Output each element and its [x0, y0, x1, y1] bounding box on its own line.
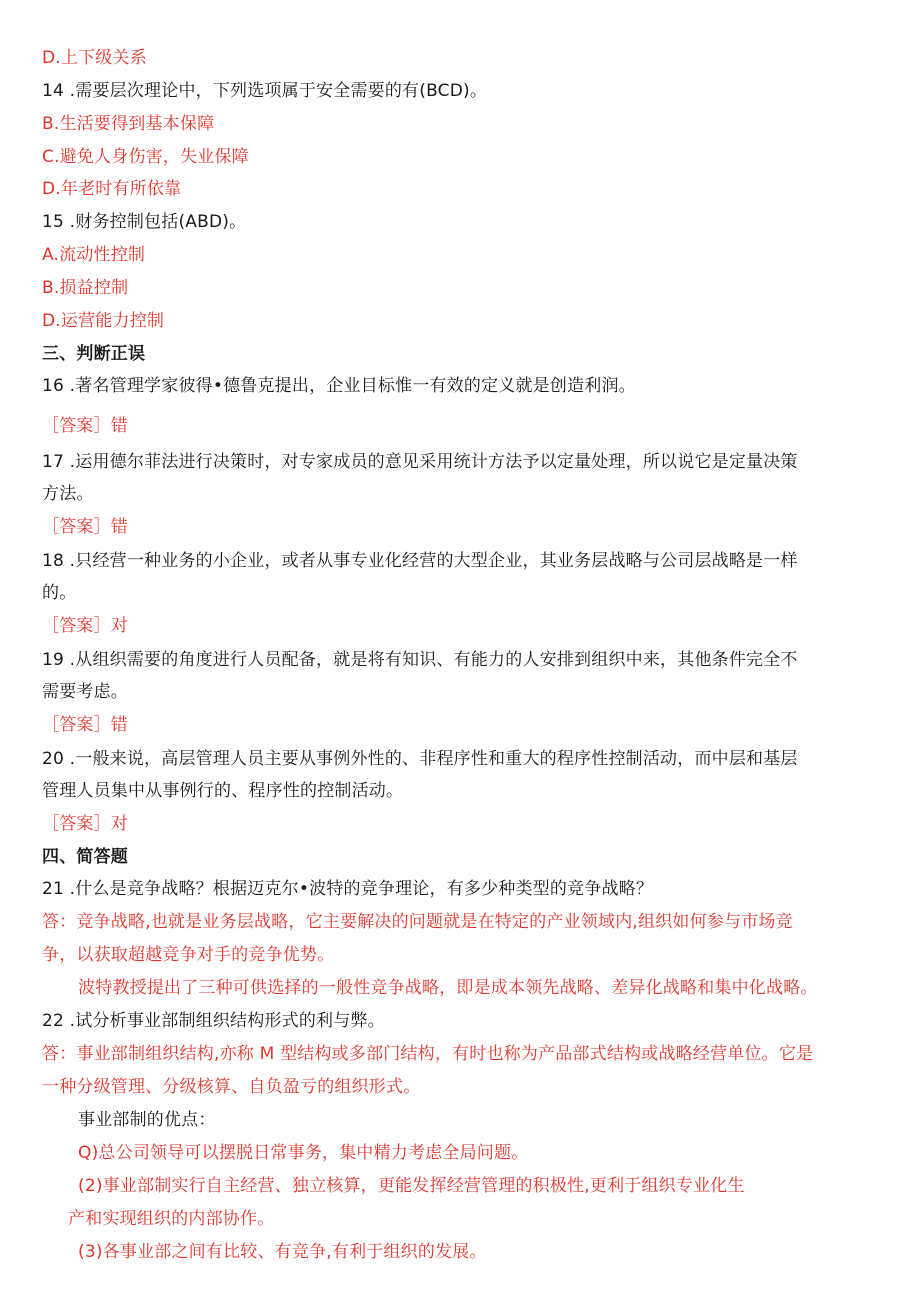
- advantage-2-line-1: (2)事业部制实行自主经营、独立核算，更能发挥经营管理的积极性,更利于组织专业化生: [78, 1176, 745, 1196]
- answer-22-line-1: 答：事业部制组织结构,亦称 M 型结构或多部门结构，有时也称为产品部式结构或战略经营单位。它是: [42, 1044, 814, 1064]
- question-15: 15 .财务控制包括(ABD)。: [42, 212, 247, 232]
- answer-21-line-2: 争，以获取超越竞争对手的竞争优势。: [42, 945, 335, 965]
- advantage-2-line-2: 产和实现组织的内部协作。: [68, 1209, 275, 1229]
- question-17-line-1: 17 .运用德尔菲法进行决策时，对专家成员的意见采用统计方法予以定量处理，所以说它是定量决策: [42, 452, 798, 472]
- option-d-line: D.年老时有所依靠: [42, 179, 182, 199]
- section-heading-4: 四、简答题: [42, 847, 128, 867]
- question-18-line-1: 18 .只经营一种业务的小企业，或者从事专业化经营的大型企业，其业务层战略与公司层战略是一样: [42, 551, 798, 571]
- question-18-line-2: 的。: [42, 583, 77, 603]
- option-d-line: D.上下级关系: [42, 48, 147, 68]
- answer-21-line-3: 波特教授提出了三种可供选择的一般性竞争战略，即是成本领先战略、差异化战略和集中化战略。: [78, 978, 818, 998]
- answer-17: ［答案］错: [42, 517, 128, 537]
- option-b-line: B.生活要得到基本保障: [42, 114, 215, 134]
- answer-20: ［答案］对: [42, 814, 128, 834]
- question-22: 22 .试分析事业部制组织结构形式的利与弊。: [42, 1011, 385, 1031]
- question-20-line-1: 20 .一般来说，高层管理人员主要从事例外性的、非程序性和重大的程序性控制活动，而中层和基层: [42, 749, 798, 769]
- question-20-line-2: 管理人员集中从事例行的、程序性的控制活动。: [42, 781, 404, 801]
- advantages-heading: 事业部制的优点：: [78, 1110, 216, 1130]
- advantage-3: (3)各事业部之间有比较、有竞争,有利于组织的发展。: [78, 1242, 487, 1262]
- section-heading-3: 三、判断正误: [42, 344, 146, 364]
- answer-18: ［答案］对: [42, 616, 128, 636]
- question-19-line-1: 19 .从组织需要的角度进行人员配备，就是将有知识、有能力的人安排到组织中来，其他条件完全不: [42, 650, 798, 670]
- question-14: 14 .需要层次理论中，下列选项属于安全需要的有(BCD)。: [42, 81, 488, 101]
- answer-21-line-1: 答：竞争战略,也就是业务层战略，它主要解决的问题就是在特定的产业领域内,组织如何参与市场竞: [42, 912, 793, 932]
- option-a-line: A.流动性控制: [42, 245, 146, 265]
- question-19-line-2: 需要考虑。: [42, 682, 128, 702]
- question-17-line-2: 方法。: [42, 484, 94, 504]
- question-21: 21 .什么是竞争战略？根据迈克尔•波特的竞争理论，有多少种类型的竞争战略？: [42, 879, 654, 899]
- option-b-line: B.损益控制: [42, 278, 129, 298]
- question-16: 16 .著名管理学家彼得•德鲁克提出，企业目标惟一有效的定义就是创造利润。: [42, 376, 636, 396]
- option-d-line: D.运营能力控制: [42, 311, 165, 331]
- advantage-1: Q)总公司领导可以摆脱日常事务，集中精力考虑全局问题。: [78, 1143, 529, 1163]
- answer-22-line-2: 一种分级管理、分级核算、自负盈亏的组织形式。: [42, 1077, 421, 1097]
- answer-19: ［答案］错: [42, 715, 128, 735]
- answer-16: ［答案］错: [42, 416, 128, 436]
- option-c-line: C.避免人身伤害，失业保障: [42, 147, 249, 167]
